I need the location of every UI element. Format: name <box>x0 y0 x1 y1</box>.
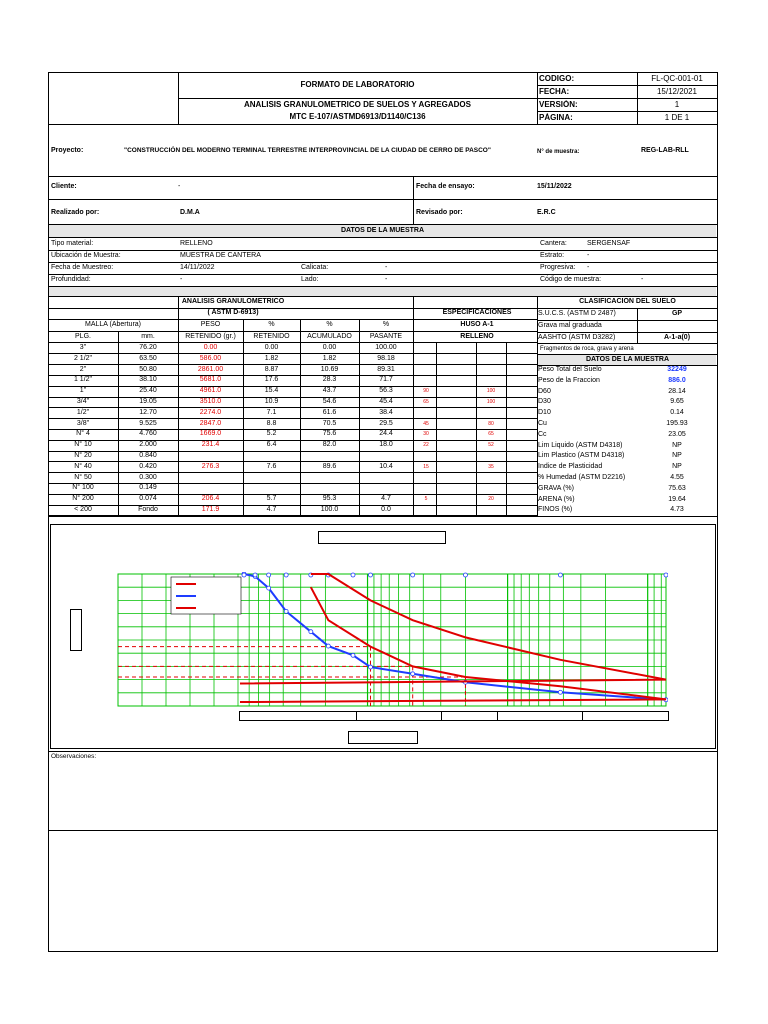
cell-plg-8: N° 4 <box>76 430 90 438</box>
cell-peso-3: 5681.0 <box>199 376 222 384</box>
top-marker-0 <box>242 573 246 577</box>
meta-page-value: 1 DE 1 <box>664 113 690 122</box>
class-label-3: D30 <box>538 398 551 406</box>
top-marker-3 <box>284 573 288 577</box>
cell-mm-5: 19.05 <box>139 398 157 405</box>
subheader-retained: RETENIDO <box>253 333 290 340</box>
cell-plg-7: 3/8" <box>76 419 90 427</box>
class-value-8: NP <box>672 452 682 460</box>
top-marker-10 <box>558 573 562 577</box>
cell-smax-7: 80 <box>488 420 494 427</box>
class-label-8: Lim Plastico (ASTM D4318) <box>538 452 625 460</box>
class-label-0: Peso Total del Suelo <box>538 366 602 373</box>
cell-pas-11: 10.4 <box>379 462 393 470</box>
cell-peso-4: 4961.0 <box>199 387 222 395</box>
sampling-date-label: Fecha de Muestreo: <box>51 264 114 271</box>
meta-version-label: VERSIÓN: <box>539 100 578 109</box>
cell-smax-9: 52 <box>488 442 494 449</box>
class-value-12: 19.64 <box>668 495 686 503</box>
cell-smax-14: 20 <box>488 496 494 503</box>
sample-location-value: MUESTRA DE CANTERA <box>180 252 261 259</box>
cell-peso-8: 1669.0 <box>199 430 222 438</box>
cell-mm-1: 63.50 <box>139 354 157 362</box>
cell-pas-15: 0.0 <box>381 506 391 513</box>
side-label: Lado: <box>301 276 319 283</box>
cell-smin-5: 65 <box>423 399 429 405</box>
class-label-1: Peso de la Fraccion <box>538 376 600 384</box>
grading-chart <box>116 572 668 708</box>
series-point-8 <box>411 672 415 676</box>
cell-plg-0: 3" <box>79 344 87 351</box>
class-label-12: ARENA (%) <box>538 495 575 503</box>
cell-mm-11: 0.420 <box>139 462 157 470</box>
cell-plg-9: N° 10 <box>74 441 92 449</box>
stratum-value: - <box>587 252 590 259</box>
cell-mm-9: 2.000 <box>139 441 157 449</box>
cell-ret-14: 5.7 <box>266 495 277 503</box>
depth-value: - <box>180 276 183 283</box>
sucs-label: S.U.C.S. (ASTM D 2487) <box>538 310 616 317</box>
header-pct2: % <box>326 321 333 328</box>
cell-smin-9: 22 <box>423 442 429 449</box>
cell-ret-7: 8.8 <box>266 419 277 427</box>
header-pct1: % <box>268 321 275 328</box>
cell-acum-3: 28.3 <box>322 376 337 384</box>
project-label: Proyecto: <box>51 147 84 154</box>
client-value: - <box>178 183 181 190</box>
material-type-value: RELLENO <box>180 240 213 247</box>
cell-ret-8: 5.2 <box>266 430 277 438</box>
subheader-mm: mm. <box>141 333 155 340</box>
sample-code-label: Código de muestra: <box>540 276 602 283</box>
granulometry-subtitle: ( ASTM D-6913) <box>207 309 259 316</box>
observations-label: Observaciones: <box>51 753 97 760</box>
cell-mm-8: 4.760 <box>139 430 157 438</box>
class-value-0: 32249 <box>667 366 687 373</box>
size-bands-bar <box>239 711 669 721</box>
header-weight: PESO <box>200 321 221 328</box>
cell-peso-7: 2847.0 <box>199 419 222 427</box>
sampling-date-value: 14/11/2022 <box>180 264 215 271</box>
top-marker-8 <box>411 573 415 577</box>
meta-date-value: 15/12/2021 <box>656 87 698 96</box>
series-point-10 <box>558 690 562 694</box>
standard-title: MTC E-107/ASTMD6913/D1140/C136 <box>289 112 426 121</box>
cell-ret-15: 4.7 <box>266 506 277 513</box>
cell-mm-6: 12.70 <box>139 408 157 416</box>
cell-smin-7: 45 <box>423 420 429 427</box>
cell-pas-6: 38.4 <box>379 408 393 416</box>
aashto-value: A-1-a(0) <box>663 334 691 341</box>
meta-code-value: FL-QC-001-01 <box>651 74 703 83</box>
cell-plg-4: 1" <box>79 387 87 395</box>
class-value-4: 0.14 <box>670 409 684 417</box>
granulometry-title: ANALISIS GRANULOMETRICO <box>181 298 285 305</box>
cell-acum-7: 70.5 <box>322 419 337 427</box>
cell-mm-2: 50.80 <box>139 365 157 373</box>
sample-data-title: DATOS DE LA MUESTRA <box>340 227 425 234</box>
series-point-4 <box>309 630 313 634</box>
cell-pas-7: 29.5 <box>379 419 393 427</box>
class-label-11: GRAVA (%) <box>538 484 574 492</box>
cell-mm-3: 38.10 <box>139 376 157 384</box>
cell-peso-1: 586.00 <box>199 354 222 362</box>
progressive-label: Progresiva: <box>540 264 576 271</box>
class-value-5: 195.93 <box>666 420 688 427</box>
series-point-7 <box>368 665 372 669</box>
pit-value: - <box>385 264 388 271</box>
cell-plg-10: N° 20 <box>74 452 92 459</box>
cell-plg-3: 1 1/2" <box>73 376 93 384</box>
sample-number-value: REG-LAB-RLL <box>641 147 689 154</box>
series-point-3 <box>284 609 288 613</box>
cell-ret-4: 15.4 <box>264 387 279 395</box>
cell-plg-12: N° 50 <box>74 473 92 481</box>
cell-peso-9: 231.4 <box>201 441 220 449</box>
cell-pas-4: 56.3 <box>379 387 393 395</box>
cell-peso-2: 2861.00 <box>197 365 224 373</box>
class-value-3: 9.65 <box>670 398 684 406</box>
sample-code-value: - <box>641 276 644 283</box>
cell-mm-10: 0.840 <box>139 452 157 459</box>
cell-pas-9: 18.0 <box>379 441 393 449</box>
cell-plg-6: 1/2" <box>76 408 90 416</box>
cell-ret-9: 6.4 <box>266 441 277 449</box>
top-marker-9 <box>463 573 467 577</box>
test-date-label: Fecha de ensayo: <box>416 183 475 190</box>
chart-legend <box>171 577 241 614</box>
cell-acum-1: 1.82 <box>322 354 337 362</box>
subheader-retained-g: RETENIDO (gr.) <box>185 333 236 340</box>
cell-acum-15: 100.0 <box>320 506 339 513</box>
cell-plg-14: N° 200 <box>72 495 94 503</box>
subheader-passing: PASANTE <box>369 333 403 340</box>
cell-plg-5: 3/4" <box>76 398 90 405</box>
cell-smin-8: 30 <box>423 431 429 438</box>
cell-ret-1: 1.82 <box>264 354 279 362</box>
meta-code-label: CODIGO: <box>539 74 575 83</box>
header-sieve: MALLA (Abertura) <box>84 321 142 328</box>
cell-pas-5: 45.4 <box>379 398 393 405</box>
cell-pas-2: 89.31 <box>377 365 395 373</box>
side-value: - <box>385 276 388 283</box>
classification-title: CLASIFICACION DEL SUELO <box>579 298 676 305</box>
cell-smax-8: 65 <box>488 431 494 438</box>
cell-acum-14: 95.3 <box>322 495 337 503</box>
series-point-6 <box>351 653 355 657</box>
meta-date-label: FECHA: <box>539 87 570 96</box>
cell-pas-14: 4.7 <box>381 495 391 503</box>
sample-number-label: N° de muestra: <box>537 149 580 155</box>
aashto-description: Fragmentos de roca, grava y arena <box>540 346 634 352</box>
cell-mm-14: 0.074 <box>139 495 157 503</box>
meta-page-label: PÁGINA: <box>539 113 573 122</box>
cell-pas-8: 24.4 <box>379 430 393 438</box>
cell-acum-6: 61.6 <box>322 408 337 416</box>
cell-pas-3: 71.7 <box>379 376 393 384</box>
sucs-description: Grava mal graduada <box>538 322 602 329</box>
depth-label: Profundidad: <box>51 276 91 283</box>
class-label-2: D60 <box>538 387 551 395</box>
specs-subtitle: HUSO A-1 <box>460 321 494 328</box>
form-title: FORMATO DE LABORATORIO <box>300 80 415 89</box>
cell-mm-15: Fondo <box>138 506 158 513</box>
cell-peso-14: 206.4 <box>201 495 220 503</box>
top-marker-2 <box>267 573 271 577</box>
cell-acum-5: 54.6 <box>322 398 337 405</box>
cell-ret-2: 8.87 <box>264 365 279 373</box>
cell-peso-11: 276.3 <box>201 462 220 470</box>
series-point-5 <box>326 644 330 648</box>
cell-ret-0: 0.00 <box>264 344 279 351</box>
chart-title-box <box>318 531 446 544</box>
specs-column-label: RELLENO <box>460 333 494 340</box>
sucs-value: GP <box>671 310 683 317</box>
cell-plg-11: N° 40 <box>74 462 92 470</box>
cell-acum-9: 82.0 <box>322 441 337 449</box>
cell-ret-11: 7.6 <box>266 462 277 470</box>
cell-acum-2: 10.69 <box>320 365 339 373</box>
cell-smin-11: 15 <box>423 463 429 470</box>
cell-plg-15: < 200 <box>74 506 92 513</box>
top-marker-11 <box>664 573 668 577</box>
cell-acum-4: 43.7 <box>322 387 337 395</box>
cell-ret-6: 7.1 <box>266 408 277 416</box>
class-value-10: 4.55 <box>670 474 684 481</box>
cell-mm-12: 0.300 <box>139 473 157 481</box>
cell-plg-13: N° 100 <box>72 484 94 492</box>
class-label-9: Indice de Plasticidad <box>538 463 603 471</box>
cell-pas-1: 98.18 <box>377 354 395 362</box>
cell-mm-0: 76.20 <box>139 344 157 351</box>
cell-smax-4: 100 <box>486 388 496 395</box>
cell-smin-14: 5 <box>424 496 428 503</box>
made-by-value: D.M.A <box>180 209 200 216</box>
cell-peso-0: 0.00 <box>203 344 218 351</box>
specs-title: ESPECIFICACIONES <box>442 309 512 316</box>
cell-plg-1: 2 1/2" <box>73 354 93 362</box>
cell-acum-11: 89.6 <box>322 462 337 470</box>
sample-data-subtitle: DATOS DE LA MUESTRA <box>585 356 670 363</box>
test-date-value: 15/11/2022 <box>537 183 572 190</box>
cell-mm-7: 9.525 <box>139 419 157 427</box>
stratum-label: Estrato: <box>540 252 565 259</box>
class-label-13: FINOS (%) <box>538 506 573 514</box>
made-by-label: Realizado por: <box>51 209 100 216</box>
class-value-2: 28.14 <box>668 387 686 395</box>
reviewed-by-value: E.R.C <box>537 209 556 216</box>
project-name: "CONSTRUCCIÓN DEL MODERNO TERMINAL TERRESTRE INTERPROVINCIAL DE LA CIUDAD DE CERRO DE PASCO" <box>124 147 491 154</box>
class-value-13: 4.73 <box>670 506 684 514</box>
class-value-1: 886.0 <box>668 376 686 384</box>
quarry-value: SERGENSAF <box>587 240 631 247</box>
progressive-value: - <box>587 264 590 271</box>
cell-peso-6: 2274.0 <box>199 408 222 416</box>
y-axis-label-box <box>70 609 82 651</box>
cell-smax-5: 100 <box>486 399 496 405</box>
cell-mm-13: 0.149 <box>139 484 157 492</box>
class-value-9: NP <box>672 463 682 471</box>
class-label-5: Cu <box>538 420 547 427</box>
cell-plg-2: 2" <box>79 365 87 373</box>
quarry-label: Cantera: <box>540 240 567 247</box>
class-value-6: 23.05 <box>668 430 686 438</box>
series-point-2 <box>267 586 271 590</box>
cell-ret-3: 17.6 <box>264 376 279 384</box>
meta-version-value: 1 <box>674 100 680 109</box>
subheader-accumulated: ACUMULADO <box>307 333 352 340</box>
class-label-10: % Humedad (ASTM D2216) <box>538 474 626 481</box>
cell-peso-5: 3510.0 <box>199 398 222 405</box>
sample-location-label: Ubicación de Muestra: <box>51 252 121 259</box>
cell-peso-15: 171.9 <box>201 506 220 513</box>
cell-smin-4: 90 <box>423 388 429 395</box>
top-marker-7 <box>368 573 372 577</box>
client-label: Cliente: <box>51 183 77 190</box>
top-marker-1 <box>253 573 257 577</box>
cell-mm-4: 25.40 <box>139 387 157 395</box>
subheader-plg: PLG. <box>75 333 91 340</box>
cell-acum-8: 75.6 <box>322 430 337 438</box>
class-label-7: Lim Liquido (ASTM D4318) <box>538 441 623 449</box>
cell-acum-0: 0.00 <box>322 344 337 351</box>
header-pct3: % <box>382 321 390 328</box>
cell-pas-0: 100.00 <box>375 344 397 351</box>
reviewed-by-label: Revisado por: <box>416 209 463 216</box>
cell-smax-11: 35 <box>488 463 494 470</box>
analysis-title: ANALISIS GRANULOMETRICO DE SUELOS Y AGREGADOS <box>244 100 471 109</box>
material-type-label: Tipo material: <box>51 240 94 247</box>
x-axis-label-box <box>348 731 418 744</box>
class-label-4: D10 <box>538 409 551 417</box>
class-value-7: NP <box>672 441 682 449</box>
class-label-6: Cc <box>538 430 547 438</box>
top-marker-6 <box>351 573 355 577</box>
pit-label: Calicata: <box>301 264 329 271</box>
cell-ret-5: 10.9 <box>264 398 279 405</box>
class-value-11: 75.63 <box>668 484 686 492</box>
aashto-label: AASHTO (ASTM D3282) <box>538 334 616 341</box>
